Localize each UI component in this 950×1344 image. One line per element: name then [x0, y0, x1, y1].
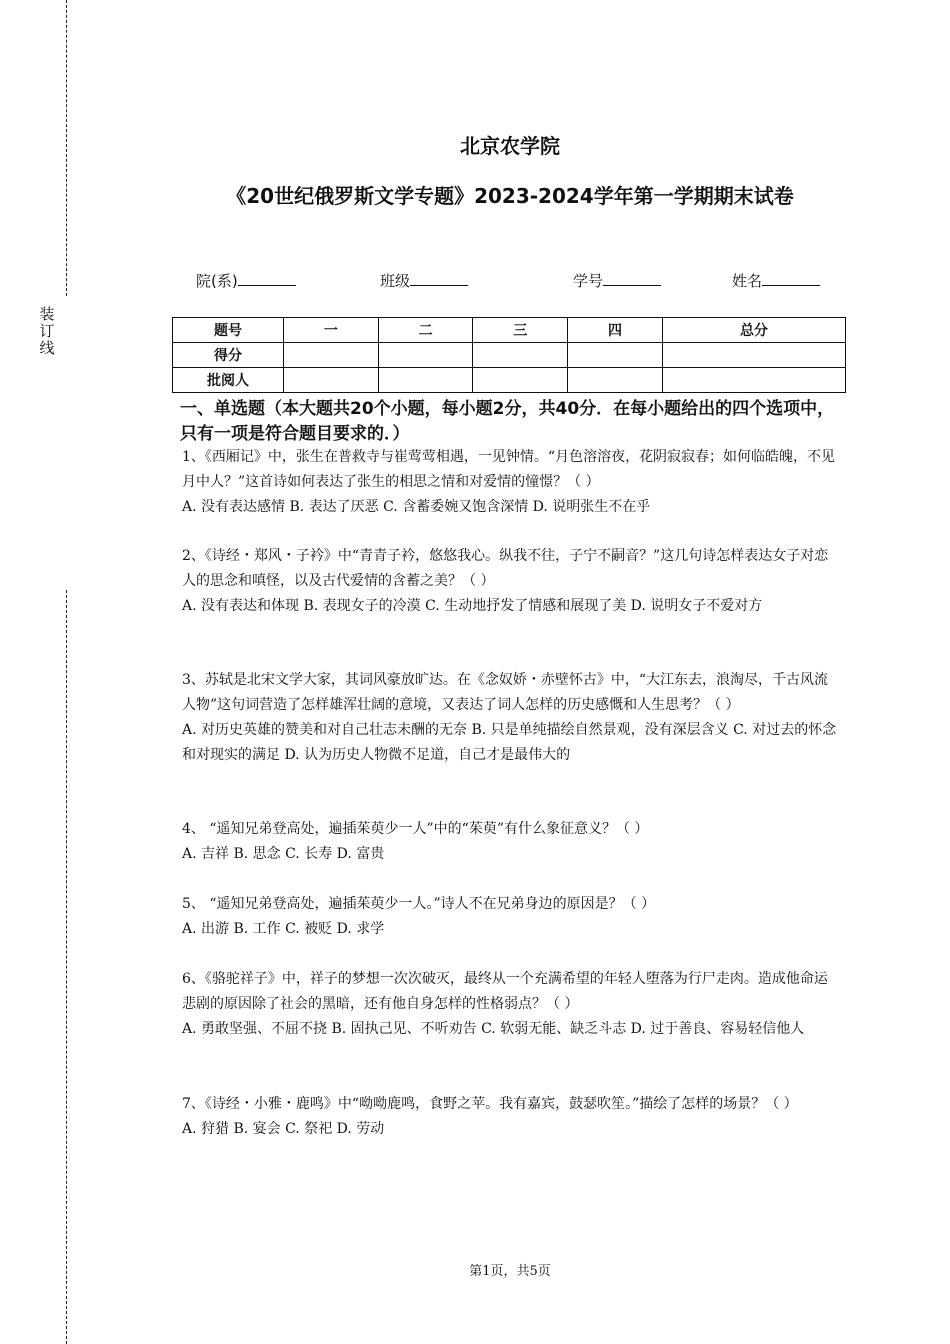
name-label: 姓名: [732, 272, 763, 290]
exam-title: 《20世纪俄罗斯文学专题》2023-2024学年第一学期期末试卷: [226, 184, 794, 208]
student-id-label: 学号: [573, 272, 604, 290]
question-stem: 2、《诗经・郑风・子衿》中“青青子衿，悠悠我心。纵我不往，子宁不嗣音？”这几句诗怎样表达女子对恋人的思念和嗔怪，以及古代爱情的含蓄之美？（ ）: [182, 548, 829, 589]
question-stem: 3、苏轼是北宋文学大家，其词风豪放旷达。在《念奴娇・赤壁怀古》中，“大江东去，浪淘尽，千古风流人物”这句词营造了怎样雄浑壮阔的意境，又表达了词人怎样的历史感慨和人生思考？（ ）: [182, 672, 829, 713]
question-4: [182, 817, 838, 867]
department-field: [196, 270, 296, 291]
question-6: [182, 967, 838, 1042]
score-table-header-row: [173, 318, 846, 343]
question-options: A. 没有表达和体现 B. 表现女子的冷漠 C. 生动地抒发了情感和展现了美 D. 说明女子不爱对方: [182, 598, 763, 614]
score-cell[interactable]: [378, 343, 473, 368]
student-id-field: [573, 270, 661, 291]
column-header: 二: [378, 318, 473, 343]
question-7: [182, 1092, 838, 1142]
score-cell[interactable]: [662, 343, 845, 368]
name-blank[interactable]: [762, 271, 820, 286]
grader-cell[interactable]: [473, 368, 568, 393]
department-label: 院(系): [196, 272, 238, 290]
question-options: A. 没有表达感情 B. 表达了厌恶 C. 含蓄委婉又饱含深情 D. 说明张生不在乎: [182, 499, 651, 515]
row-label: 批阅人: [173, 368, 284, 393]
question-2: [182, 544, 838, 619]
page-number: 第1页，共5页: [469, 1264, 551, 1279]
score-table: [172, 317, 846, 393]
question-options: A. 吉祥 B. 思念 C. 长寿 D. 富贵: [182, 846, 385, 862]
question-5: [182, 892, 838, 942]
row-label: 得分: [173, 343, 284, 368]
question-stem: 6、《骆驼祥子》中，祥子的梦想一次次破灭，最终从一个充满希望的年轻人堕落为行尸走肉。造成他命运悲剧的原因除了社会的黑暗，还有他自身怎样的性格弱点？（ ）: [182, 971, 828, 1012]
binding-char: 订: [39, 322, 55, 340]
class-field: [380, 270, 468, 291]
question-stem: 1、《西厢记》中，张生在普救寺与崔莺莺相遇，一见钟情。“月色溶溶夜，花阴寂寂春；如何临皓魄，不见月中人？”这首诗如何表达了张生的相思之情和对爱情的憧憬？（ ）: [182, 449, 836, 490]
column-header: 四: [568, 318, 663, 343]
question-stem: 5、 “遥知兄弟登高处，遍插茱萸少一人。”诗人不在兄弟身边的原因是？（ ）: [182, 896, 656, 912]
question-options: A. 狩猎 B. 宴会 C. 祭祀 D. 劳动: [182, 1121, 385, 1137]
school-title: 北京农学院: [460, 134, 560, 158]
section-heading: 一、单选题（本大题共20个小题，每小题2分，共40分．在每小题给出的四个选项中，只有一项是符合题目要求的．）: [180, 399, 835, 444]
column-header: 总分: [662, 318, 845, 343]
name-field: [732, 270, 820, 291]
score-table-row: [173, 368, 846, 393]
class-blank[interactable]: [410, 271, 468, 286]
grader-cell[interactable]: [378, 368, 473, 393]
class-label: 班级: [380, 272, 411, 290]
score-cell[interactable]: [568, 343, 663, 368]
question-1: [182, 445, 838, 520]
binding-label: [38, 306, 56, 357]
department-blank[interactable]: [238, 271, 296, 286]
column-header: 一: [284, 318, 379, 343]
score-table-row: [173, 343, 846, 368]
student-id-blank[interactable]: [603, 271, 661, 286]
score-cell[interactable]: [284, 343, 379, 368]
question-stem: 4、 “遥知兄弟登高处，遍插茱萸少一人”中的“茱萸”有什么象征意义？（ ）: [182, 821, 649, 837]
question-options: A. 出游 B. 工作 C. 被贬 D. 求学: [182, 921, 385, 937]
question-options: A. 勇敢坚强、不屈不挠 B. 固执己见、不听劝告 C. 软弱无能、缺乏斗志 D. 过于善良、容易轻信他人: [182, 1021, 805, 1037]
question-stem: 7、《诗经・小雅・鹿鸣》中“呦呦鹿鸣，食野之苹。我有嘉宾，鼓瑟吹笙。”描绘了怎样的场景？（ ）: [182, 1096, 798, 1112]
binding-char: 线: [39, 339, 55, 357]
column-header: 三: [473, 318, 568, 343]
grader-cell[interactable]: [284, 368, 379, 393]
grader-cell[interactable]: [662, 368, 845, 393]
binding-dashed-line-bottom: [66, 590, 67, 1344]
question-3: [182, 668, 838, 768]
student-info-row: [0, 270, 950, 292]
grader-cell[interactable]: [568, 368, 663, 393]
row-label: 题号: [173, 318, 284, 343]
question-options: A. 对历史英雄的赞美和对自己壮志未酬的无奈 B. 只是单纯描绘自然景观，没有深层含义 C. 对过去的怀念和对现实的满足 D. 认为历史人物微不足道，自己才是最伟大的: [182, 722, 837, 763]
score-cell[interactable]: [473, 343, 568, 368]
binding-char: 装: [39, 305, 55, 323]
